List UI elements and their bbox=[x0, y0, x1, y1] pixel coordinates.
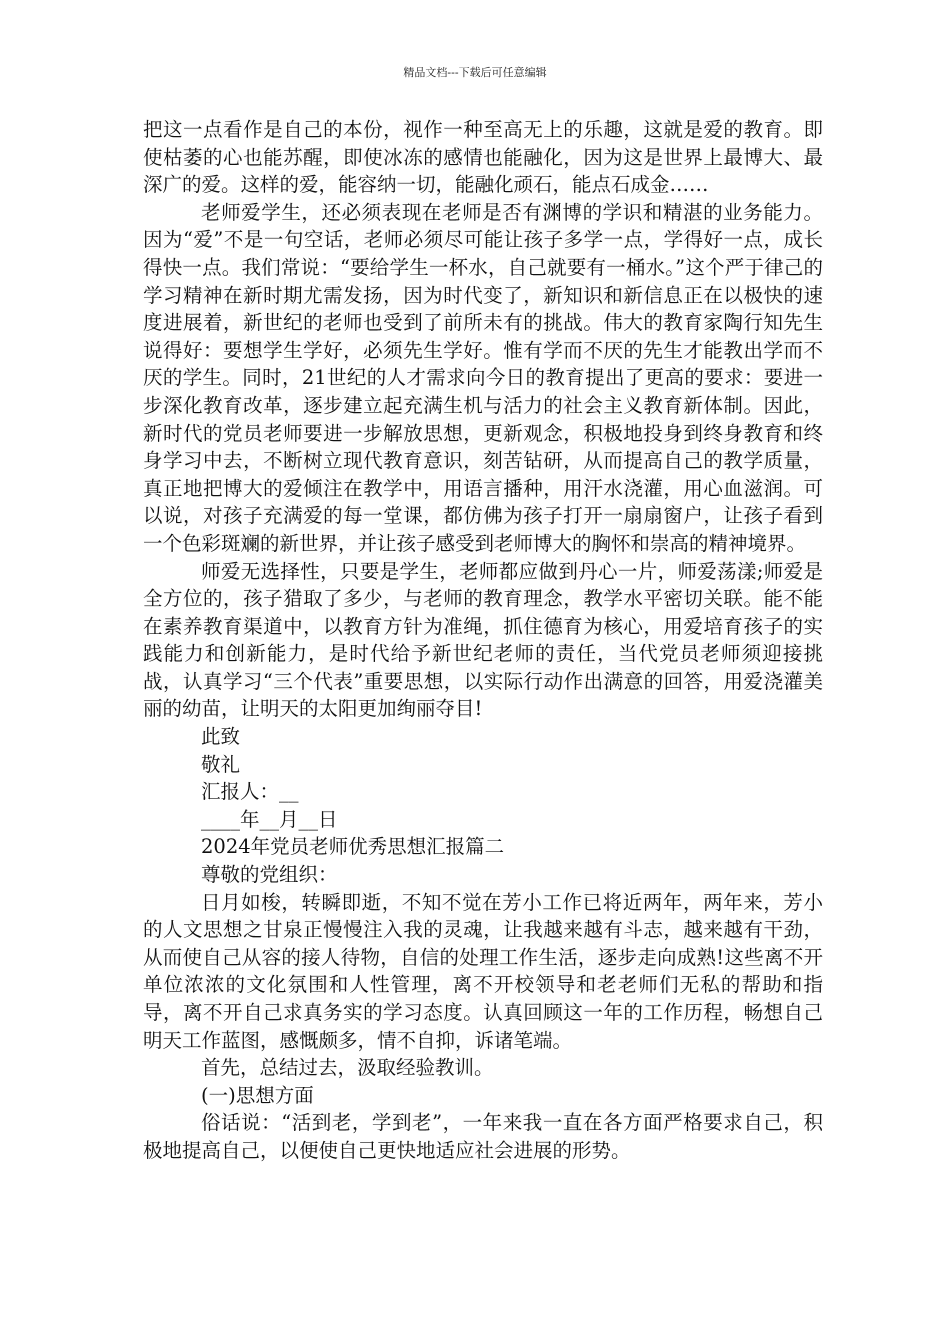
closing-cizhi: 此致 bbox=[201, 725, 241, 749]
paragraph-teacher-knowledge: 老师爱学生，还必须表现在老师是否有渊博的学识和精湛的业务能力。因为“爱”不是一句空话，老师必须尽可能让孩子多学一点，学得好一点，成长得快一点。我们常说：“要给学生一杯水，自己就要有一桶水。”这个严于律己的学习精神在新时期尤需发扬，因为时代变了，新知识和新信息正在以极快的速度进展着，新世纪的老师也受到了前所未有的挑战。伟大的教育家陶行知先生说得好：要想学生学好，必须先生学好。惟有学而不厌的先生才能教出学而不厌的学生。同时，21世纪的人才需求向今日的教育提出了更高的要求：要进一步深化教育改革，逐步建立起充满生机与活力的社会主义教育新体制。因此，新时代的党员老师要进一步解放思想，更新观念，积极地投身到终身教育和终身学习中去，不断树立现代教育意识，刻苦钻研，从而提高自己的教学质量，真正地把博大的爱倾注在教学中，用语言播种，用汗水浇灌，用心血滋润。可以说，对孩子充满爱的每一堂课，都仿佛为孩子打开一扇扇窗户，让孩子看到一个色彩斑斓的新世界，并让孩子感受到老师博大的胸怀和崇高的精神境界。 bbox=[143, 200, 823, 555]
subheading-thought: (一)思想方面 bbox=[201, 1083, 314, 1107]
closing-jingli: 敬礼 bbox=[201, 752, 241, 776]
paragraph-two-years: 日月如梭，转瞬即逝，不知不觉在芳小工作已将近两年，两年来，芳小的人文思想之甘泉正慢慢注入我的灵魂，让我越来越有斗志，越来越有干劲，从而使自己从容的接人待物，自信的处理工作生活，逐步走向成熟!这些离不开单位浓浓的文化氛围和人性管理，离不开校领导和老老师们无私的帮助和指导，离不开自己求真务实的学习态度。认真回顾这一年的工作历程，畅想自己明天工作蓝图，感慨颇多，情不自抑，诉诸笔端。 bbox=[143, 890, 823, 1052]
salutation: 尊敬的党组织： bbox=[201, 863, 338, 887]
paragraph-summary: 首先，总结过去，汲取经验教训。 bbox=[201, 1056, 494, 1080]
date-line: ____年__月__日 bbox=[201, 807, 338, 831]
section-title: 2024年党员老师优秀思想汇报篇二 bbox=[201, 835, 505, 859]
paragraph-love-education: 把这一点看作是自己的本份，视作一种至高无上的乐趣，这就是爱的教育。即使枯萎的心也能苏醒，即使冰冻的感情也能融化，因为这是世界上最博大、最深广的爱。这样的爱，能容纳一切，能融化顽石，能点石成金…… bbox=[143, 118, 823, 197]
reporter-line: 汇报人：__ bbox=[201, 780, 299, 804]
paragraph-teacher-love: 师爱无选择性，只要是学生，老师都应做到丹心一片，师爱荡漾;师爱是全方位的，孩子猎取了多少，与老师的教育理念，教学水平密切关联。能不能在素养教育渠道中，以教育方针为准绳，抓住德育为核心，用爱培育孩子的实践能力和创新能力，是时代给予新世纪老师的责任，当代党员老师须迎接挑战，认真学习“三个代表”重要思想，以实际行动作出满意的回答，用爱浇灌美丽的幼苗，让明天的太阳更加绚丽夺目! bbox=[143, 559, 823, 721]
paragraph-learning: 俗话说：“活到老，学到老”，一年来我一直在各方面严格要求自己，积极地提高自己，以便使自己更快地适应社会进展的形势。 bbox=[143, 1111, 823, 1162]
document-body bbox=[143, 116, 823, 1165]
page-header: 精品文档---下载后可任意编辑 bbox=[403, 66, 547, 79]
